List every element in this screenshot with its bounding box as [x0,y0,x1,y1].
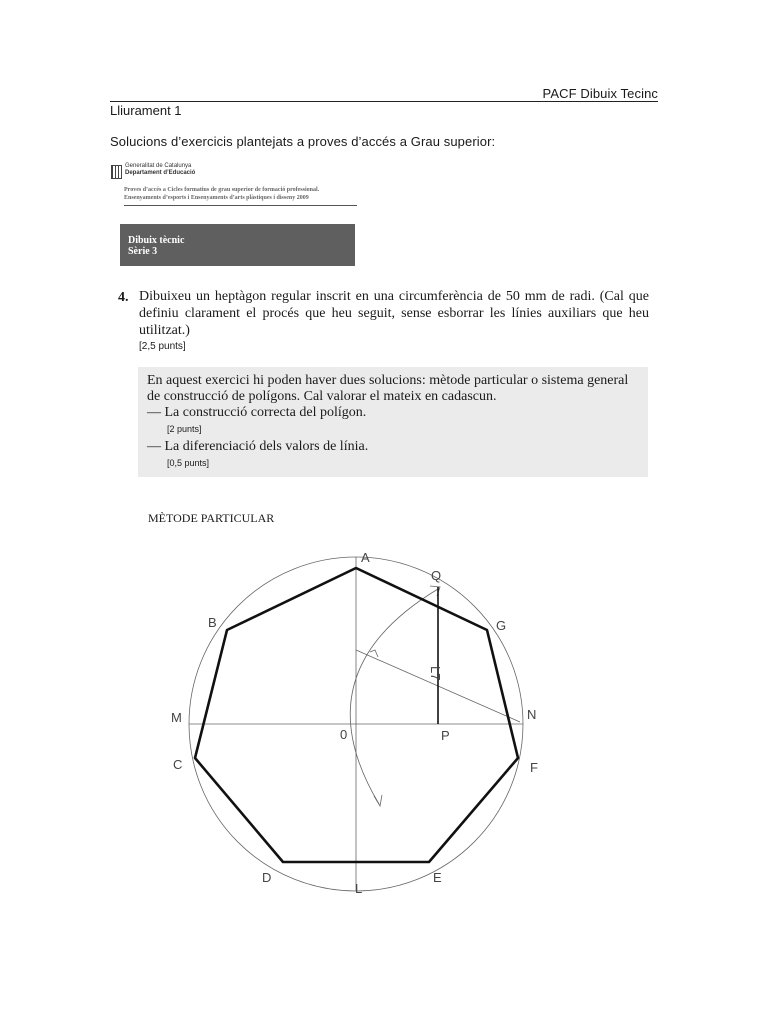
label-o: 0 [340,727,348,742]
header-rule [110,101,658,102]
exam-description-line-2: Ensenyaments d’esports i Ensenyaments d’arts plàstiques i disseny 2009 [124,195,309,201]
exam-description [124,186,319,202]
label-l7: L7 [428,666,443,681]
generalitat-logo-icon [111,165,122,179]
label-f: F [530,760,538,775]
heptagon [195,568,518,862]
construction-lines [189,557,523,891]
subject-series: Sèrie 3 [128,246,158,257]
construction-arc [350,589,438,804]
exam-header-rule [124,205,357,206]
label-d: D [262,870,272,885]
grading-intro-line-2: de construcció de polígons. Cal valorar el mateix en cadascun. [147,389,497,404]
institution-name [125,163,195,177]
label-n: N [527,707,537,722]
question-points: [2,5 punts] [139,341,186,352]
header-course-title: PACF Dibuix Tecinc [542,86,658,101]
exam-description-line-1: Proves d’accés a Cicles formatius de grau superior de formació professional. [124,187,320,193]
label-c: C [173,757,183,772]
label-l: L [355,881,363,896]
grading-item-1: — La construcció correcta del polígon. [147,405,367,420]
heptagon-diagram [160,540,560,900]
label-a: A [361,550,370,565]
grading-intro-line-1: En aquest exercici hi poden haver dues solucions: mètode particular o sistema general [147,373,629,388]
subject-banner [120,224,355,266]
question-number: 4. [118,290,129,305]
label-b: B [208,615,217,630]
radius-arrow [370,650,378,657]
institution-line-1: Generalitat de Catalunya [125,163,192,169]
grading-item-2: — La diferenciació dels valors de línia. [147,439,369,454]
grading-item-1-points: [2 punts] [167,424,202,434]
header-delivery-title: Lliurament 1 [110,103,182,118]
grading-box [138,367,648,477]
institution-line-2: Departament d’Educació [125,170,196,176]
label-g: G [496,618,507,633]
subject-title: Dibuix tècnic [128,235,185,246]
label-m: M [171,710,182,725]
label-e: E [433,870,442,885]
label-q: Q [431,568,442,583]
question-text: Dibuixeu un heptàgon regular inscrit en una circumferència de 50 mm de radi. (Cal que definiu clarament el procés que heu seguit, sense esborrar les línies auxiliars que heu utilitzat.) [139,289,649,338]
intro-text: Solucions d’exercicis plantejats a proves d’accés a Grau superior: [110,134,496,149]
label-p: P [441,728,450,743]
grading-item-2-points: [0,5 punts] [167,458,210,468]
section-title: MÈTODE PARTICULAR [148,511,275,525]
